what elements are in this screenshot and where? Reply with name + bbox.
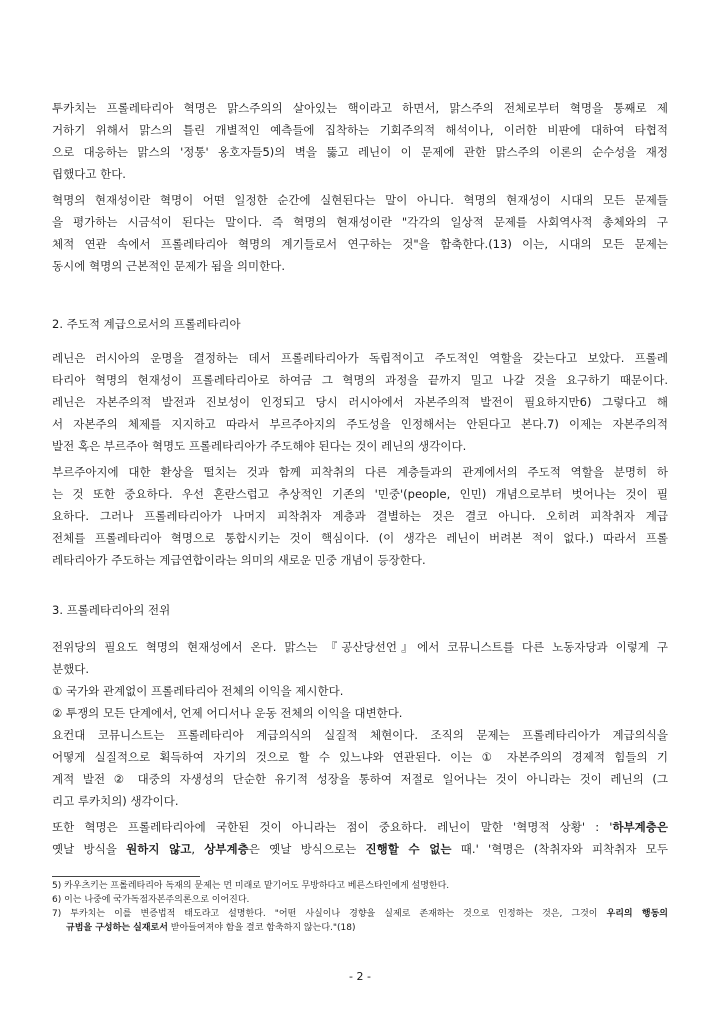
- paragraph-5: [52, 636, 668, 812]
- text-run: 옛날 방식을: [52, 842, 127, 856]
- bold-run: 하부계층은: [612, 820, 668, 834]
- text-line: 을 평가하는 시금석이 된다는 말이다. 즉 혁명의 현재성이란 "각각의 일상적 문제를 사회역사적 총체와의 구: [52, 215, 668, 229]
- text-run: ,: [191, 842, 205, 856]
- footnote-7-cont: [66, 921, 668, 935]
- text-line: 부르주아지에 대한 환상을 떨치는 것과 함께 피착취의 다른 계층들과의 관계에서의 주도적 역할을 분명히 하: [52, 465, 668, 479]
- bold-run: 진행할 수 없는: [365, 842, 452, 856]
- text-run: 또한 혁명은 프롤레타리아에 국한된 것이 아니라는 점이 중요하다. 레닌이 말한 '혁명적 상황' : ': [52, 820, 613, 834]
- text-line: 전체를 프롤레타리아 혁명으로 통합시키는 것이 핵심이다. (이 생각은 레닌이 버려본 적이 없다.) 따라서 프롤: [52, 531, 668, 545]
- paragraph-4: [52, 461, 668, 571]
- paragraph-6: [52, 816, 668, 860]
- bold-run: 원하지 않고: [126, 842, 192, 856]
- text-run: 7) 투카치는 이를 변증법적 태도라고 설명한다. "어떤 사실이나 경향을 실제로 존재하는 것으로 인정하는 것은, 그것이: [52, 909, 607, 919]
- text-line: 혁명의 현재성이란 혁명이 어떤 일정한 순간에 실현된다는 말이 아니다. 혁명의 현재성이 시대의 모든 문제들: [52, 193, 668, 207]
- text-line: 리고 루카치의) 생각이다.: [52, 794, 179, 808]
- paragraph-3: [52, 347, 668, 457]
- text-line: 레닌은 러시아의 운명을 결정하는 데서 프롤레타리아가 독립적이고 주도적인 역할을 갖는다고 보았다. 프롤레: [52, 351, 668, 365]
- text-line: 계적 발전 ② 대중의 자생성의 단순한 유기적 성장을 통하여 저절로 일어나는 것이 아니라는 것이 레닌의 (그: [52, 772, 668, 786]
- page-number: - 2 -: [349, 970, 371, 983]
- text-run: 때.' '혁명은 (착취자와 피착취자 모두: [451, 842, 668, 856]
- footnote-5: 5) 카우츠키는 프롤레타리아 독재의 문제는 먼 미래로 맡기어도 무방하다고 베른스타인에게 설명한다.: [52, 881, 450, 891]
- bold-run: 상부계층: [204, 842, 249, 856]
- text-line: 요하다. 그러나 프롤레타리아가 나머지 피착취자 계층과 결별하는 것은 결코 아니다. 오히려 피착취자 계급: [52, 509, 668, 523]
- paragraph-1: [52, 97, 668, 185]
- footnote-6: 6) 이는 나중에 국가독점자본주의론으로 이어진다.: [52, 895, 250, 905]
- section-heading-2: 2. 주도적 계급으로서의 프롤레타리아: [52, 317, 241, 331]
- text-line: 립했다고 한다.: [52, 167, 126, 181]
- footnote-7: [52, 907, 668, 921]
- text-line: 타리아 혁명의 현재성이 프롤레타리아로 하여금 그 혁명의 과정을 끝까지 밀고 나갈 것을 요구하기 때문이다.: [52, 373, 668, 387]
- text-line: 레타리아가 주도하는 계급연합이라는 의미의 새로운 민중 개념이 등장한다.: [52, 553, 426, 567]
- text-line: 는 것 또한 중요하다. 우선 혼란스럽고 추상적인 기존의 '민중'(people, 인민) 개념으로부터 벗어나는 것이 필: [52, 487, 668, 501]
- text-run: 은 옛날 방식으로는: [248, 842, 366, 856]
- footnote-divider: [52, 876, 200, 877]
- list-item: ① 국가와 관계없이 프롤레타리아 전체의 이익을 제시한다.: [52, 684, 344, 698]
- bold-run: 규범을 구성하는 실재로서: [66, 923, 168, 933]
- text-line: 발전 혹은 부르주아 혁명도 프롤레타리아가 주도해야 된다는 것이 레닌의 생각이다.: [52, 439, 467, 453]
- text-line: [52, 838, 668, 860]
- text-line: 동시에 혁명의 근본적인 문제가 됨을 의미한다.: [52, 259, 286, 273]
- section-heading-3: 3. 프롤레타리아의 전위: [52, 603, 171, 617]
- paragraph-2: [52, 189, 668, 277]
- text-line: 서 자본주의 체제를 지지하고 따라서 부르주아지의 주도성을 인정해서는 안된다고 본다.7) 이제는 자본주의적: [52, 417, 668, 431]
- text-line: [52, 816, 668, 838]
- text-line: 어떻게 실질적으로 획득하여 자기의 것으로 할 수 있느냐와 연관된다. 이는 ① 자본주의의 경제적 힘들의 기: [52, 750, 668, 764]
- text-run: 받아들여져야 함을 결코 함축하지 않는다."(18): [167, 923, 356, 933]
- list-item: ② 투쟁의 모든 단계에서, 언제 어디서나 운동 전체의 이익을 대변한다.: [52, 706, 403, 720]
- text-line: 전위당의 필요도 혁명의 현재성에서 온다. 맑스는 『공산당선언』에서 코뮤니스트를 다른 노동자당과 이렇게 구: [52, 640, 668, 654]
- text-line: 레닌은 자본주의적 발전과 진보성이 인정되고 당시 러시아에서 자본주의적 발전이 필요하지만6) 그렇다고 해: [52, 395, 668, 409]
- text-line: 으로 대응하는 맑스의 '정통' 옹호자들5)의 벽을 뚫고 레닌이 이 문제에 관한 맑스주의 이론의 순수성을 재정: [52, 145, 668, 159]
- text-line: 요컨대 코뮤니스트는 프롤레타리아 계급의식의 실질적 체현이다. 조직의 문제는 프롤레타리아가 계급의식을: [52, 728, 668, 742]
- text-line: 투카치는 프롤레타리아 혁명은 맑스주의의 살아있는 핵이라고 하면서, 맑스주의 전체로부터 혁명을 통째로 제: [52, 101, 668, 115]
- bold-run: 우리의 행동의: [606, 909, 668, 919]
- text-line: 분했다.: [52, 662, 89, 676]
- text-line: 거하기 위해서 맑스의 틀린 개별적인 예측들에 집착하는 기회주의적 해석이나, 이러한 비판에 대하여 타협적: [52, 123, 668, 137]
- text-line: 체적 연관 속에서 프롤레타리아 혁명의 계기들로서 연구하는 것"을 함축한다.(13) 이는, 시대의 모든 문제는: [52, 237, 668, 251]
